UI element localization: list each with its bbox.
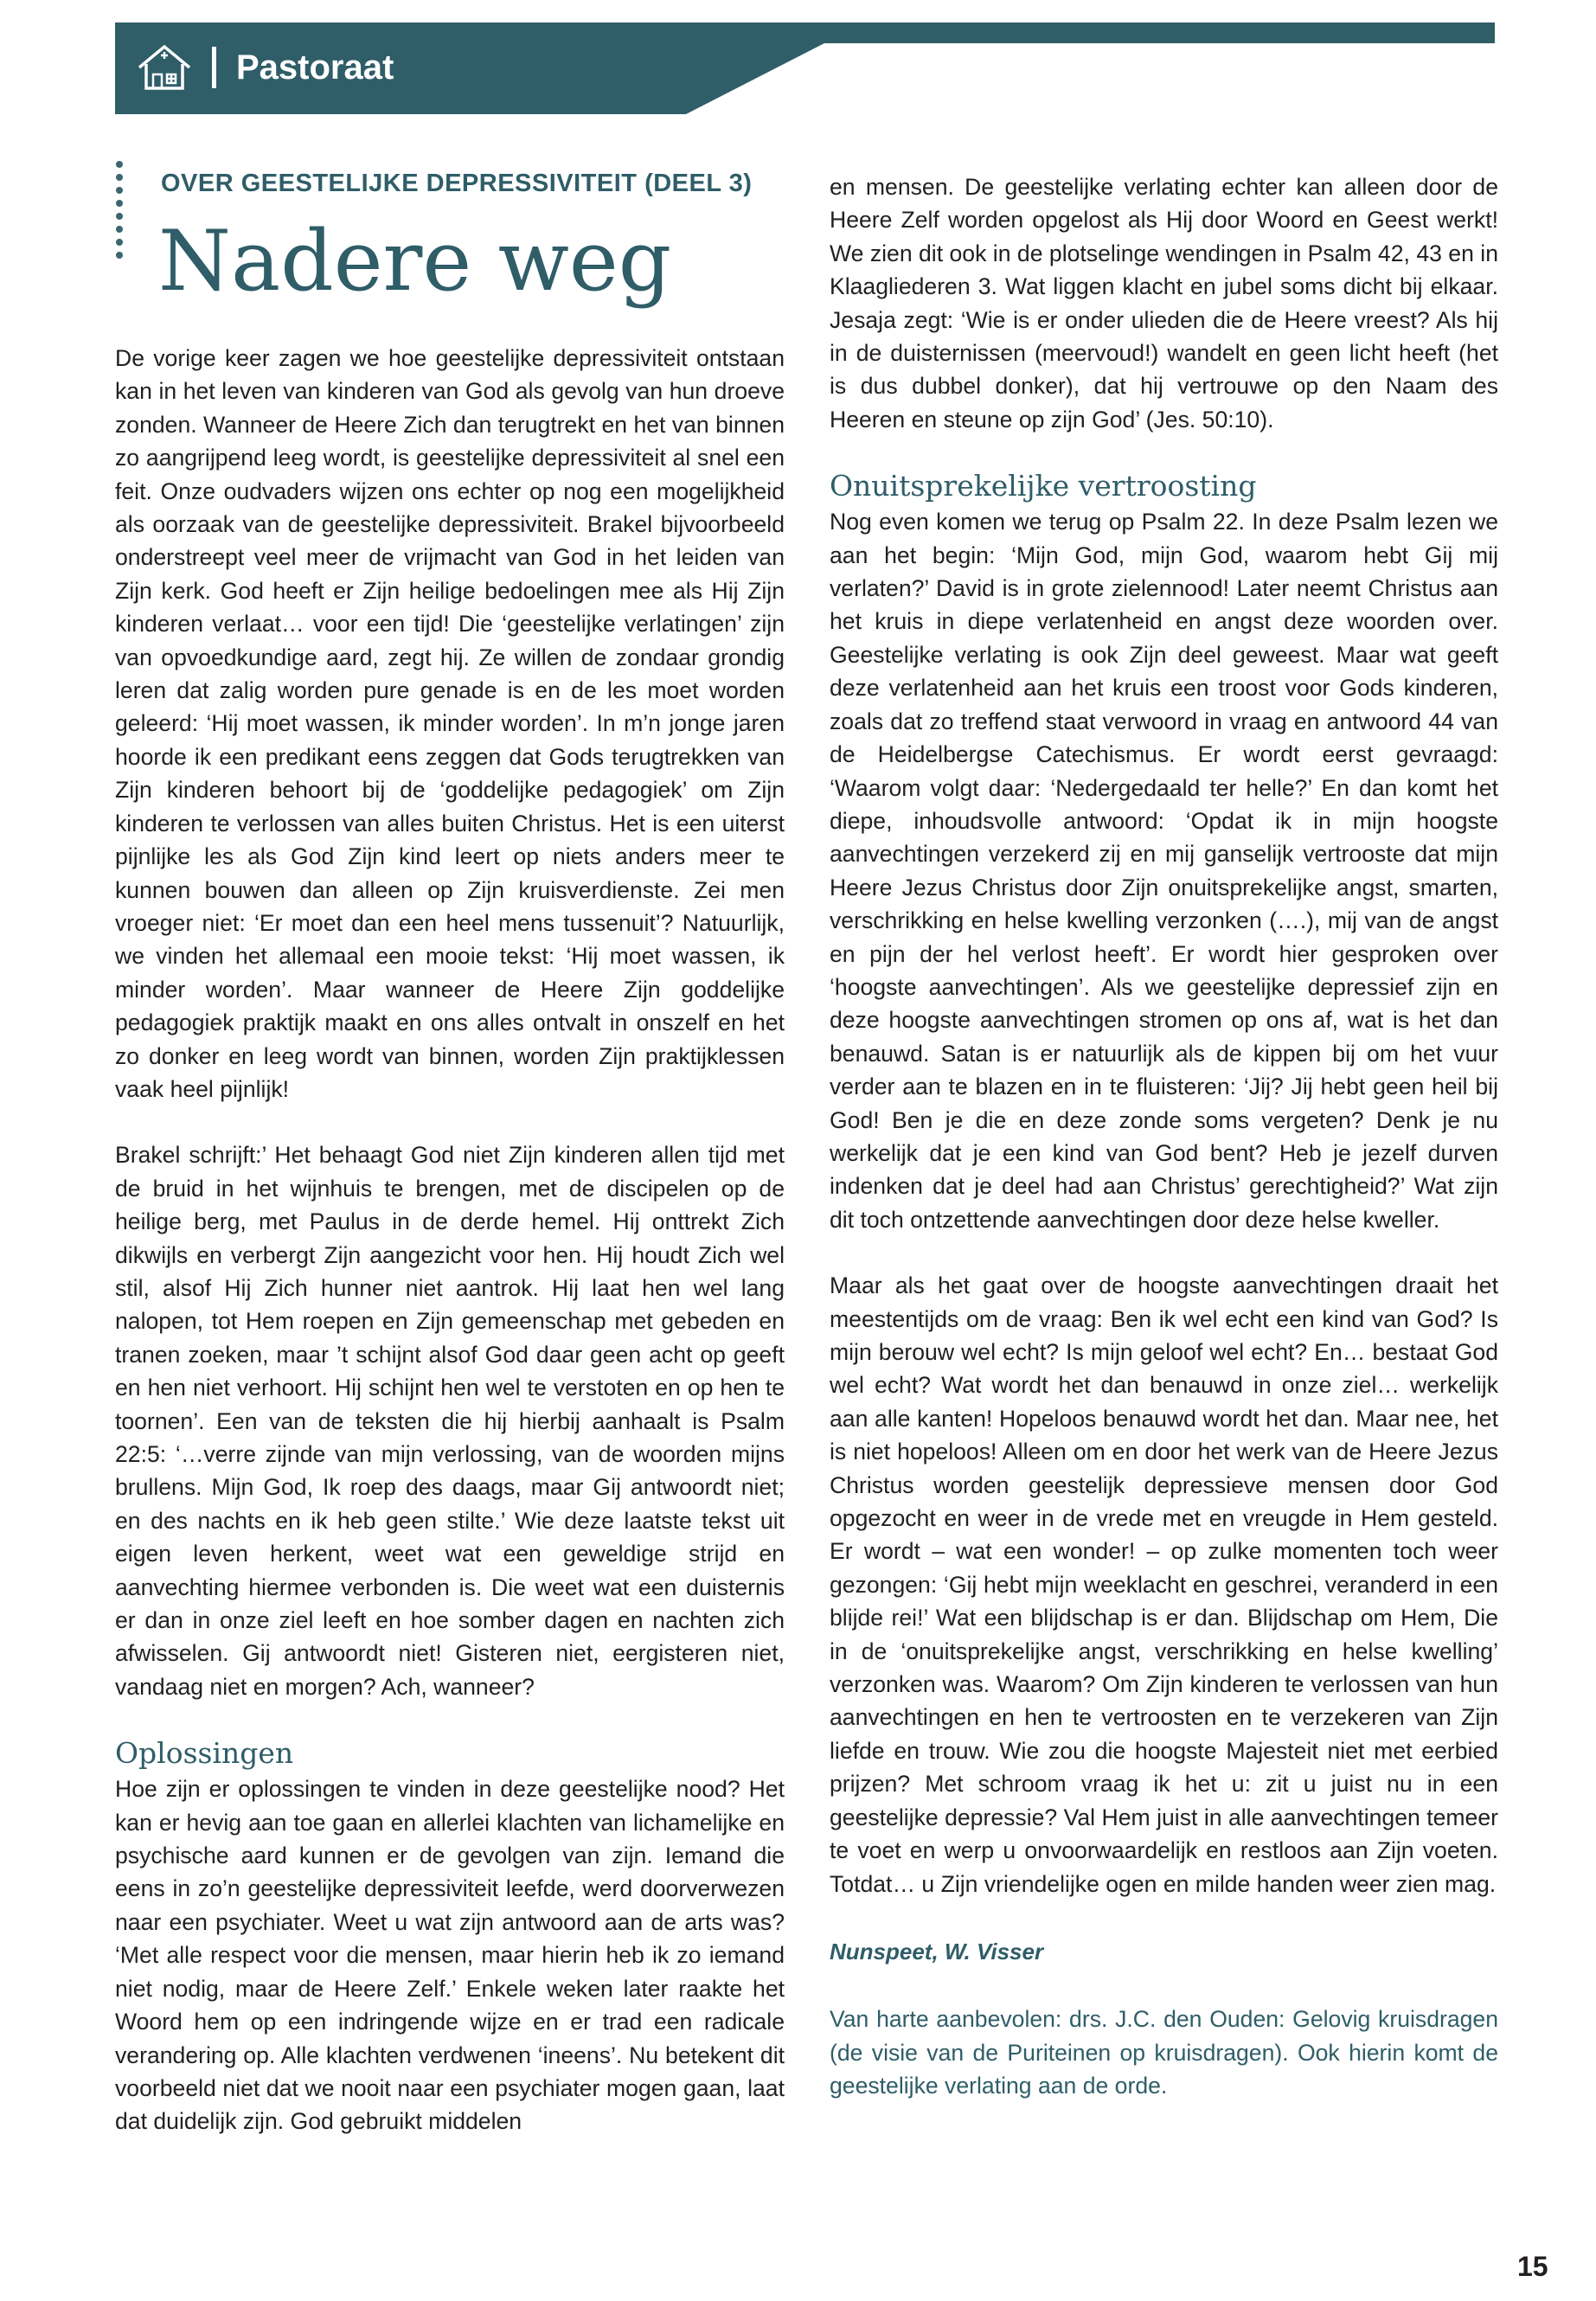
paragraph: en mensen. De geestelijke verlating echter kan alleen door de Heere Zelf worden opgelost als Hij door Woord en Geest werkt! We zien dit ook in de plotselinge wendingen in Psalm 42, 43 en in Klaagliederen 3. Wat liggen klacht en jubel soms dicht bij elkaar. Jesaja zegt: ‘Wie is er onder ulieden die de Heere vreest? Als hij in de duisternissen (meervoud!) wandelt en geen licht heeft (het is dus dubbel donker), dat hij vertrouwe op den Naam des Heeren en steune op zijn God’ (Jes. 50:10). [830,174,1498,433]
paragraph: De vorige keer zagen we hoe geestelijke depressiviteit ontstaan kan in het leven van kinderen van God als gevolg van hun droeve zonden. Wanneer de Heere Zich dan terugtrekt en het van binnen zo aangrijpend leeg wordt, is geestelijke depressiviteit al snel een feit. Onze oudvaders wijzen ons echter op nog een mogelijkheid als oorzaak van de geestelijke depressiviteit. Brakel bijvoorbeeld onderstreept veel meer de vrijmacht van God in het leiden van Zijn kerk. God heeft er Zijn heilige bedoelingen mee als Hij Zijn kinderen verlaat… voor een tijd! Die ‘geestelijke verlatingen’ zijn van opvoedkundige aard, zegt hij. Ze willen de zondaar grondig leren dat zalig worden pure genade is en de les moet worden geleerd: ‘Hij moet wassen, ik minder worden’. In m’n jonge jaren hoorde ik een predikant eens zeggen dat Gods terugtrekken van Zijn kinderen behoort bij de ‘goddelijke pedagogiek’ om Zijn kinderen te verlossen van alles buiten Christus. Het is een uiterst pijnlijke les als God Zijn kind leert op niets anders meer te kunnen bouwen dan alleen op Zijn kruisverdienste. Zei men vroeger niet: ‘Er moet dan een heel mens tussenuit’? Natuurlijk, we vinden het allemaal een mooie tekst: ‘Hij moet wassen, ik minder worden’. Maar wanneer de Heere Zijn goddelijke pedagogiek praktijk maakt en ons alles ontvalt in onszelf en het zo donker en leeg wordt van binnen, worden Zijn praktijklessen vaak heel pijnlijk! [115,345,785,1102]
church-house-icon [136,42,193,93]
article-kicker: OVER GEESTELIJKE DEPRESSIVITEIT (DEEL 3) [161,170,753,197]
header-separator [212,47,216,88]
book-recommendation: Van harte aanbevolen: drs. J.C. den Ouden: Gelovig kruisdragen (de visie van de Puriteinen op kruisdragen). Ook hierin komt de geestelijke verlating aan de orde. [830,2006,1498,2099]
subheading-oplossingen: Oplossingen [115,1736,294,1771]
decorative-dots [116,161,125,265]
author-signature: Nunspeet, W. Visser [830,1938,1044,1965]
right-column [830,170,1498,2103]
paragraph: Nog even komen we terug op Psalm 22. In deze Psalm lezen we aan het begin: ‘Mijn God, mijn God, waarom hebt Gij mij verlaten?’ David is in grote zielennood! Later neemt Christus aan het kruis in diepe verlatenheid en angst deze woorden over. Geestelijke verlating is ook Zijn deel geweest. Maar wat geeft deze verlatenheid aan het kruis een troost voor Gods kinderen, zoals dat zo treffend staat verwoord in vraag en antwoord 44 van de Heidelbergse Catechismus. Er wordt eerst gevraagd: ‘Waarom volgt daar: ‘Nedergedaald ter helle?’ En dan komt het diepe, inhoudsvolle antwoord: ‘Opdat ik in mijn hoogste aanvechtingen verzekerd zij en mij ganselijk vertrooste dat mijn Heere Jezus Christus door Zijn onuitsprekelijke angst, smarten, verschrikking en helse kwelling verzonken (….), mij van de angst en pijn der hel verlost heeft’. Er wordt hier gesproken over ‘hoogste aanvechtingen’. Als we geestelijke depressief zijn en deze hoogste aanvechtingen stromen op ons af, wat is het dan benauwd. Satan is er natuurlijk als de kippen bij om het vuur verder aan te blazen en in te fluisteren: ‘Jij? Jij hebt geen heil bij God! Ben je die en deze zonde soms vergeten? Denk je nu werkelijk dat je een kind van God bent? Heb je jezelf durven indenken dat je deel had aan Christus’ gerechtigheid?’ Wat zijn dit toch ontzettende aanvechtingen door deze helse kweller. [830,509,1498,1233]
section-header [115,22,1495,114]
page-number: 15 [1517,2251,1548,2282]
section-label: Pastoraat [236,48,394,87]
left-column [115,342,785,2138]
subheading-vertroosting: Onuitsprekelijke vertroosting [830,469,1257,503]
paragraph: Hoe zijn er oplossingen te vinden in deze geestelijke nood? Het kan er hevig aan toe gaan en allerlei klachten van lichamelijke en psychische aard kunnen er de gevolgen van zijn. Iemand die eens in zo’n geestelijke depressiviteit leefde, werd doorverwezen naar een psychiater. Weet u wat zijn antwoord aan de arts was? ‘Met alle respect voor die mensen, maar hierin heb ik zo iemand niet nodig, maar de Heere Zelf.’ Enkele weken later raakte het Woord hem op een indringende wijze en er trad een radicale verandering op. Alle klachten verdwenen ‘ineens’. Nu betekent dit voorbeeld niet dat we nooit naar een psychiater mogen gaan, laat dat duidelijk zijn. God gebruikt middelen [115,1776,785,2135]
paragraph: Maar als het gaat over de hoogste aanvechtingen draait het meestentijds om de vraag: Ben ik wel echt een kind van God? Is mijn berouw wel echt? Is mijn geloof wel echt? En… bestaat God wel echt? Wat wordt het dan benauwd in onze ziel… werkelijk aan alle kanten! Hopeloos benauwd wordt het dan. Maar nee, het is niet hopeloos! Alleen om en door het werk van de Heere Jezus Christus worden geestelijk depressieve mensen door God opgezocht en weer in de vrede met en vreugde in Hem gesteld. Er wordt – wat een wonder! – op zulke momenten toch weer gezongen: ‘Gij hebt mijn weeklacht en geschrei, veranderd in een blijde rei!’ Wat een blijdschap is er dan. Blijdschap om Hem, Die in de ‘onuitsprekelijke angst, verschrikking en helse kwelling’ verzonken was. Waarom? Om Zijn kinderen te verlossen van hun aanvechtingen en hen te vertroosten en te verzekeren van Zijn liefde en trouw. Wie zou die hoogste Majesteit niet met eerbied prijzen? Met schroom vraag ik het u: zit u juist nu in een geestelijke depressie? Val Hem juist in alle aanvechtingen temeer te voet en werp u onvoorwaardelijk en restloos aan Zijn voeten. Totdat… u Zijn vriendelijke ogen en milde handen weer zien mag. [830,1272,1498,1897]
paragraph: Brakel schrijft:’ Het behaagt God niet Zijn kinderen allen tijd met de bruid in het wijnhuis te brengen, met de discipelen op de heilige berg, met Paulus in de derde hemel. Hij onttrekt Zich dikwijls en verbergt Zijn aangezicht voor hen. Hij houdt Zich wel stil, alsof Hij Zich hunner niet aantrok. Hij laat hen wel lang nalopen, tot Hem roepen en Zijn gemeenschap met gebeden en tranen zoeken, maar ’t schijnt alsof God daar geen acht op geeft en hen niet verhoort. Hij schijnt hen wel te verstoten en op hen te toornen’. Een van de teksten die hij hierbij aanhaalt is Psalm 22:5: ‘…verre zijnde van mijn verlossing, van de woorden mijns brullens. Mijn God, Ik roep des daags, maar Gij antwoordt niet; en des nachts en ik heb geen stilte.’ Wie deze laatste tekst uit eigen leven herkent, weet wat een geweldige strijd en aanvechting hiermee verbonden is. Die weet wat een duisternis er dan in onze ziel leeft en hoe somber dagen en nachten zich afwisselen. Gij antwoordt niet! Gisteren niet, eergisteren niet, vandaag niet en morgen? Ach, wanneer? [115,1142,785,1700]
article-title: Nadere weg [158,213,672,310]
